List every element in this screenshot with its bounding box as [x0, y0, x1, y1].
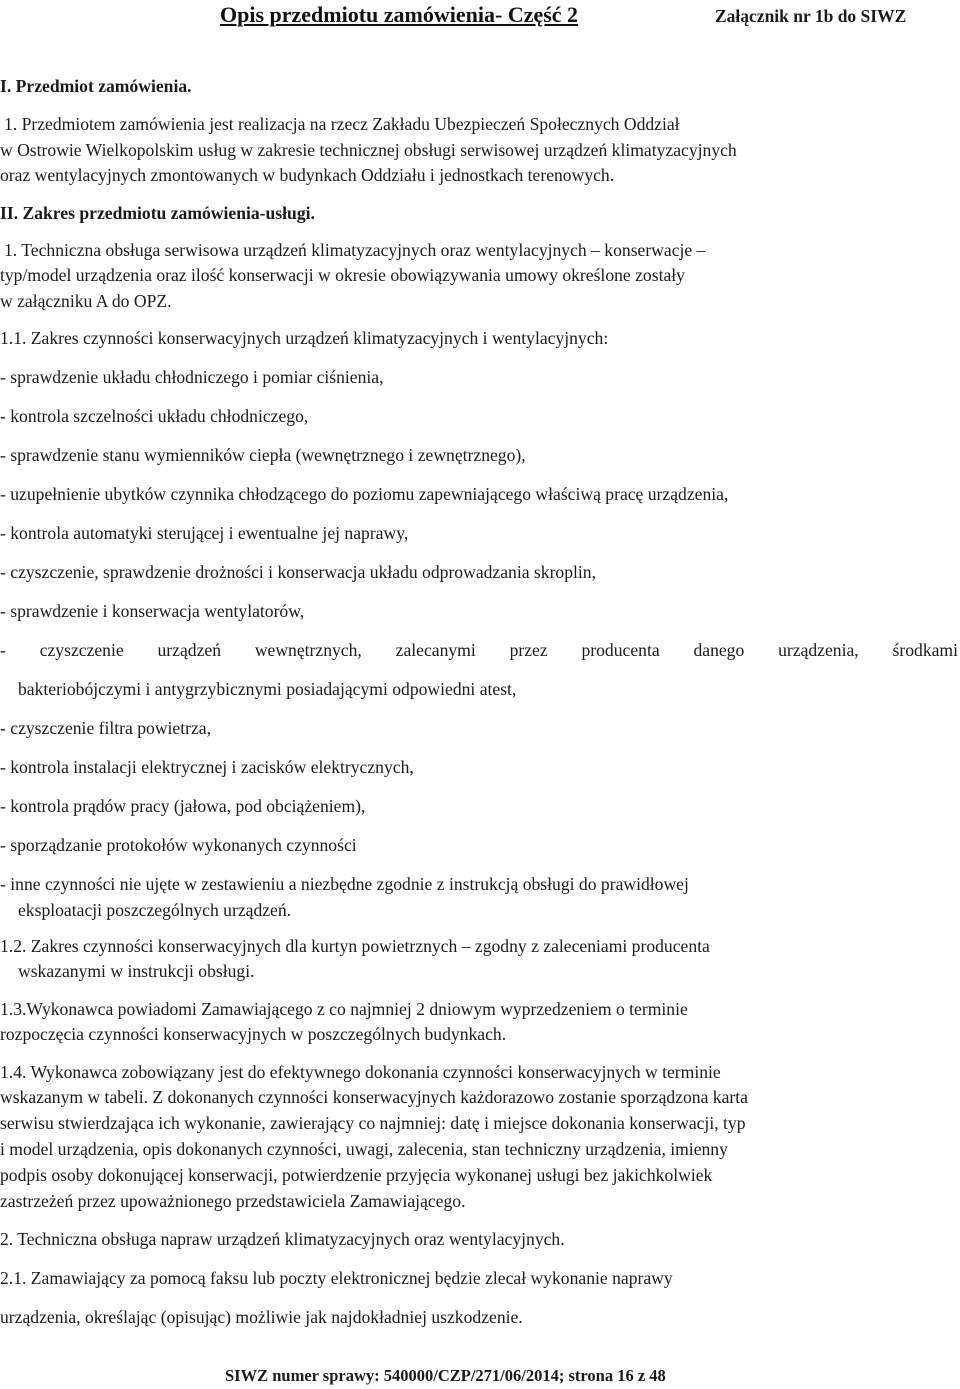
section-1-heading: I. Przedmiot zamówienia.	[0, 76, 192, 96]
list-item: - sporządzanie protokołów wykonanych czynności	[0, 835, 357, 855]
list-item-continuation: eksploatacji poszczególnych urządzeń.	[18, 900, 292, 920]
paragraph-1-4-line: zastrzeżeń przez upoważnionego przedstawiciela Zamawiającego.	[0, 1191, 466, 1211]
paragraph-1-4-line: podpis osoby dokonującej konserwacji, potwierdzenie przyjęcia wykonanej usługi bez jakichkolwiek	[0, 1165, 713, 1185]
page-footer: SIWZ numer sprawy: 540000/CZP/271/06/2014; strona 16 z 48	[225, 1366, 666, 1385]
paragraph-1-2-line: 1.2. Zakres czynności konserwacyjnych dla kurtyn powietrznych – zgodny z zaleceniami producenta	[0, 936, 710, 956]
list-item: - czyszczenie filtra powietrza,	[0, 718, 211, 738]
list-item: - czyszczenie urządzeń wewnętrznych, zalecanymi przez producenta danego urządzenia, środkami	[0, 640, 958, 660]
paragraph-1-line: typ/model urządzenia oraz ilość konserwacji w okresie obowiązywania umowy określone zostały	[0, 265, 685, 285]
paragraph-2-1-line: 2.1. Zamawiający za pomocą faksu lub poczty elektronicznej będzie zlecał wykonanie naprawy	[0, 1268, 673, 1288]
paragraph-1-4-line: wskazanym w tabeli. Z dokonanych czynności konserwacyjnych każdorazowo zostanie sporządzona karta	[0, 1087, 748, 1107]
section-2-heading: II. Zakres przedmiotu zamówienia-usługi.	[0, 203, 315, 223]
paragraph-2-1-line: urządzenia, określając (opisując) możliwie jak najdokładniej uszkodzenie.	[0, 1307, 523, 1327]
list-item: - kontrola szczelności układu chłodniczego,	[0, 406, 309, 426]
list-item: - kontrola prądów pracy (jałowa, pod obciążeniem),	[0, 796, 366, 816]
section-1-paragraph-line: oraz wentylacyjnych zmontowanych w budynkach Oddziału i jednostkach terenowych.	[0, 165, 615, 185]
list-item-continuation: bakteriobójczymi i antygrzybicznymi posiadającymi odpowiedni atest,	[18, 679, 517, 699]
annex-label: Załącznik nr 1b do SIWZ	[715, 6, 907, 26]
paragraph-1-line: w załączniku A do OPZ.	[0, 291, 172, 311]
section-1-paragraph-line: 1. Przedmiotem zamówienia jest realizacja na rzecz Zakładu Ubezpieczeń Społecznych Oddział	[4, 114, 680, 134]
paragraph-1-3-line: rozpoczęcia czynności konserwacyjnych w poszczególnych budynkach.	[0, 1024, 507, 1044]
list-item: - kontrola automatyki sterującej i ewentualne jej naprawy,	[0, 523, 409, 543]
paragraph-2-heading: 2. Techniczna obsługa napraw urządzeń klimatyzacyjnych oraz wentylacyjnych.	[0, 1229, 565, 1249]
paragraph-1-2-line: wskazanymi w instrukcji obsługi.	[18, 961, 255, 981]
paragraph-1-4-line: i model urządzenia, opis dokonanych czynności, uwagi, zalecenia, stan techniczny urządzenia, imienny	[0, 1139, 728, 1159]
list-item: - czyszczenie, sprawdzenie drożności i konserwacja układu odprowadzania skroplin,	[0, 562, 596, 582]
paragraph-1-line: 1. Techniczna obsługa serwisowa urządzeń klimatyzacyjnych oraz wentylacyjnych – konserwacje –	[4, 240, 706, 260]
list-item: - kontrola instalacji elektrycznej i zacisków elektrycznych,	[0, 757, 414, 777]
list-item: - uzupełnienie ubytków czynnika chłodzącego do poziomu zapewniającego właściwą pracę urządzenia,	[0, 484, 729, 504]
paragraph-1-1-heading: 1.1. Zakres czynności konserwacyjnych urządzeń klimatyzacyjnych i wentylacyjnych:	[0, 328, 609, 348]
list-item: - sprawdzenie stanu wymienników ciepła (wewnętrznego i zewnętrznego),	[0, 445, 526, 465]
paragraph-1-4-line: serwisu stwierdzająca ich wykonanie, zawierający co najmniej: datę i miejsce dokonania konserwacji, typ	[0, 1113, 746, 1133]
document-title: Opis przedmiotu zamówienia- Część 2	[220, 2, 579, 27]
list-item: - sprawdzenie układu chłodniczego i pomiar ciśnienia,	[0, 367, 384, 387]
list-item: - sprawdzenie i konserwacja wentylatorów,	[0, 601, 305, 621]
section-1-paragraph-line: w Ostrowie Wielkopolskim usług w zakresie technicznej obsługi serwisowej urządzeń klimatyzacyjnych	[0, 140, 737, 160]
list-item: - inne czynności nie ujęte w zestawieniu a niezbędne zgodnie z instrukcją obsługi do prawidłowej	[0, 874, 689, 894]
paragraph-1-3-line: 1.3.Wykonawca powiadomi Zamawiającego z co najmniej 2 dniowym wyprzedzeniem o terminie	[0, 999, 688, 1019]
paragraph-1-4-line: 1.4. Wykonawca zobowiązany jest do efektywnego dokonania czynności konserwacyjnych w terminie	[0, 1062, 721, 1082]
